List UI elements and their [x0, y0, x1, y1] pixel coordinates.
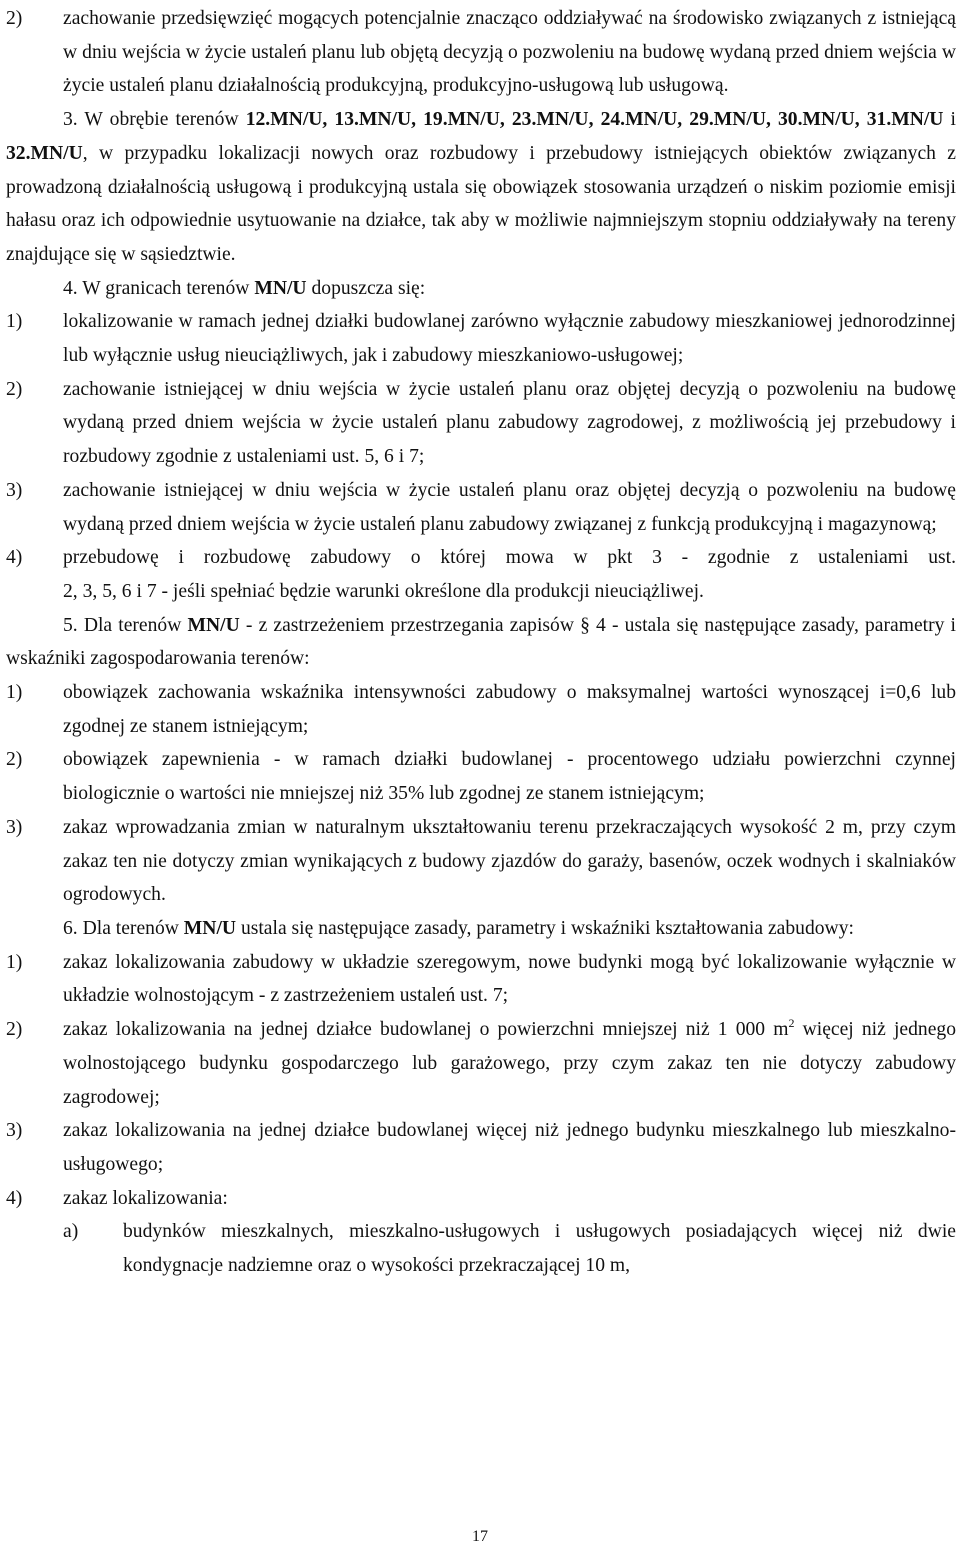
item-text: lokalizowanie w ramach jednej działki budowlanej zarówno wyłącznie zabudowy mieszkaniowej jednorodzinnej lub wyłącznie usług nieuciążliwych, jak i zabudowy mieszkaniowo-usługowej;	[63, 311, 956, 367]
list-item	[6, 305, 956, 372]
section-4-lead: 4. W granicach terenów	[63, 277, 255, 299]
section-6-tail: ustala się następujące zasady, parametry i wskaźniki kształtowania zabudowy:	[236, 917, 854, 939]
list-item	[6, 541, 956, 608]
zone-symbol: MN/U	[187, 614, 240, 636]
item-text: zachowanie przedsięwzięć mogących potencjalnie znacząco oddziaływać na środowisko związanych z istniejącą w dniu wejścia w życie ustaleń planu lub objętą decyzją o pozwoleniu na budowę wydaną przed dniem wejścia w życie ustaleń planu działalnością produkcyjną, produkcyjno-usługową lub usługową.	[63, 8, 956, 97]
section-3-lead: 3. W obrębie terenów	[63, 109, 246, 131]
list-item	[6, 811, 956, 912]
item-text: zachowanie istniejącej w dniu wejścia w życie ustaleń planu oraz objętej decyzją o pozwoleniu na budowę wydaną przed dniem wejścia w życie ustaleń planu zabudowy związanej z funkcją produkcyjną i magazynową;	[63, 479, 956, 535]
list-item	[6, 373, 956, 474]
section-3-paragraph	[6, 103, 956, 272]
item-text: zachowanie istniejącej w dniu wejścia w życie ustaleń planu oraz objętej decyzją o pozwoleniu na budowę wydaną przed dniem wejścia w życie ustaleń planu zabudowy zagrodowej, z możliwością jej przebudowy i rozbudowy zgodnie z ustaleniami ust. 5, 6 i 7;	[63, 378, 956, 468]
zone-symbol: MN/U	[254, 277, 307, 299]
document-body	[6, 2, 956, 1283]
conjunction: i	[943, 109, 957, 131]
list-item	[6, 743, 956, 810]
item-text: zakaz lokalizowania na jednej działce budowlanej o powierzchni mniejszej niż 1 000 m	[63, 1019, 789, 1041]
item-number: 2)	[6, 749, 23, 771]
sub-list-item	[6, 1215, 956, 1282]
list-item	[6, 474, 956, 541]
page-number: 17	[472, 1528, 488, 1545]
item-number: 2)	[6, 1019, 23, 1041]
item-text: zakaz wprowadzania zmian w naturalnym ukształtowaniu terenu przekraczających wysokość 2 m, przy czym zakaz ten nie dotyczy zmian wynikających z budowy zjazdów do garaży, basenów, oczek wodnych i skalniaków ogrodowych.	[63, 816, 956, 906]
item-number: 3)	[6, 1120, 23, 1142]
item-number: 4)	[6, 547, 23, 569]
item-text-continued: więcej niż jednego wolnostojącego budynku gospodarczego lub garażowego, przy czym zakaz ten nie dotyczy zabudowy zagrodowej;	[63, 1019, 956, 1108]
sub-item-text: budynków mieszkalnych, mieszkalno-usługowych i usługowych posiadających więcej niż dwie kondygnacje nadziemne oraz o wysokości przekraczającej 10 m,	[123, 1221, 956, 1277]
list-item	[6, 2, 956, 103]
item-text: obowiązek zapewnienia - w ramach działki budowlanej - procentowego udziału powierzchni czynnej biologicznie o wartości nie mniejszej niż 35% lub zgodnej ze stanem istniejącym;	[63, 749, 956, 805]
section-5-lead: 5. Dla terenów	[63, 614, 188, 636]
section-6-heading	[6, 912, 956, 946]
list-item	[6, 946, 956, 1013]
section-5-heading	[6, 609, 956, 676]
item-text: zakaz lokalizowania:	[63, 1187, 228, 1209]
zone-symbol: MN/U	[183, 917, 237, 939]
item-number: 1)	[6, 311, 23, 333]
item-text-line-1: przebudowę i rozbudowę zabudowy o której mowa w pkt 3 - zgodnie z ustaleniami ust.	[63, 547, 956, 569]
item-number: 1)	[6, 951, 23, 973]
section-5-tail: - z zastrzeżeniem przestrzegania zapisów § 4 - ustala się następujące zasady, parametry i wskaźniki zagospodarowania terenów:	[6, 614, 956, 670]
item-number: 2)	[6, 8, 23, 29]
item-text: zakaz lokalizowania na jednej działce budowlanej więcej niż jednego budynku mieszkalnego lub mieszkalno-usługowego;	[63, 1120, 956, 1175]
item-number: 2)	[6, 378, 23, 400]
zone-symbols: 12.MN/U, 13.MN/U, 19.MN/U, 23.MN/U, 24.MN/U, 29.MN/U, 30.MN/U, 31.MN/U	[245, 109, 944, 131]
sub-item-letter: a)	[63, 1221, 79, 1243]
section-4-heading	[6, 272, 956, 306]
zone-symbol-last: 32.MN/U	[6, 142, 83, 164]
item-text: obowiązek zachowania wskaźnika intensywności zabudowy o maksymalnej wartości wynoszącej i=0,6 lub zgodnej ze stanem istniejącym;	[63, 682, 956, 737]
section-4-tail: dopuszcza się:	[306, 277, 426, 299]
list-item	[6, 1013, 956, 1114]
section-3-text: , w przypadku lokalizacji nowych oraz rozbudowy i przebudowy istniejących obiektów związanych z prowadzoną działalnością usługową i produkcyjną ustala się obowiązek stosowania urządzeń o niskim poziomie emisji hałasu oraz ich odpowiednie usytuowanie na działce, tak aby w możliwie najmniejszym stopniu oddziaływały na tereny znajdujące się w sąsiedztwie.	[6, 142, 956, 265]
superscript: 2	[788, 1016, 795, 1031]
list-item	[6, 1182, 956, 1216]
item-number: 3)	[6, 816, 23, 838]
item-number: 3)	[6, 479, 23, 501]
item-number: 1)	[6, 682, 23, 704]
list-item	[6, 1114, 956, 1181]
item-text-line-2: 2, 3, 5, 6 i 7 - jeśli spełniać będzie warunki określone dla produkcji nieuciążliwej.	[63, 580, 704, 602]
section-6-lead: 6. Dla terenów	[63, 917, 184, 939]
list-item	[6, 676, 956, 743]
item-number: 4)	[6, 1187, 23, 1209]
item-text: zakaz lokalizowania zabudowy w układzie szeregowym, nowe budynki mogą być lokalizowanie wyłącznie w układzie wolnostojącym - z zastrzeżeniem ustaleń ust. 7;	[63, 951, 956, 1007]
